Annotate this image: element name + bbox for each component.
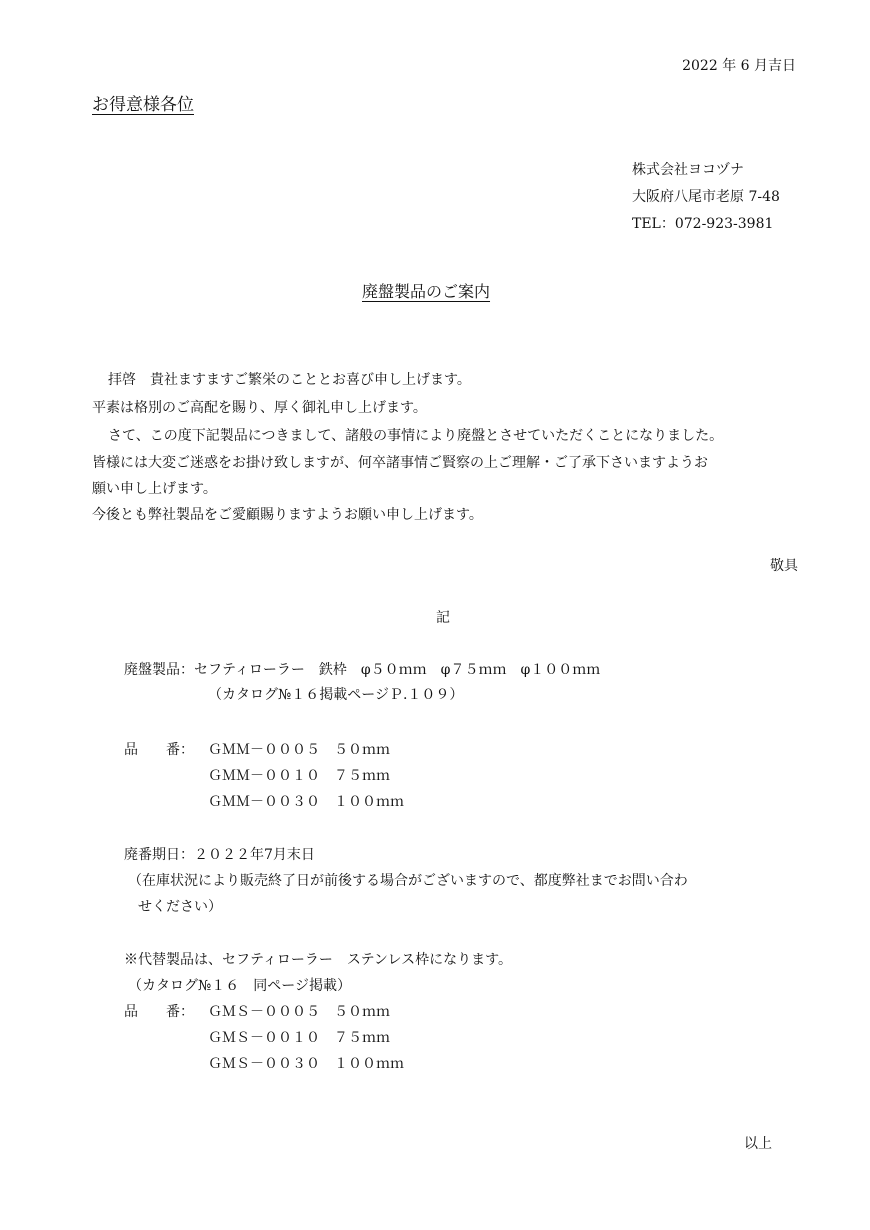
body-line: さて、この度下記製品につきまして、諸般の事情により廃盤とさせていただくことになりました。 — [108, 428, 724, 444]
end-date-note: せください） — [138, 899, 222, 915]
sender-address: 大阪府八尾市老原 7-48 — [632, 189, 780, 205]
end-date: 廃番期日：２０２２年7月末日 — [124, 847, 315, 863]
ki-heading: 記 — [436, 610, 450, 626]
body-line: 拝啓 貴社ますますご繁栄のこととお喜び申し上げます。 — [108, 372, 471, 388]
closing-keigu: 敬具 — [770, 558, 798, 574]
replacement-heading: ※代替製品は、セフティローラー ステンレス枠になります。 — [124, 952, 513, 968]
end-date-note: （在庫状況により販売終了日が前後する場合がございますので、都度弊社までお問い合わ — [128, 873, 688, 889]
replacement-catalog: （カタログ№１６ 同ページ掲載） — [128, 978, 351, 994]
sender-tel: TEL：072-923-3981 — [632, 216, 774, 232]
document-title: 廃盤製品のご案内 — [362, 282, 491, 301]
body-line: 今後とも弊社製品をご愛顧賜りますようお願い申し上げます。 — [92, 507, 483, 523]
sender-company: 株式会社ヨコヅナ — [632, 162, 744, 178]
part-number: ＧＭＭ－０００５ ５０ｍｍ — [208, 742, 390, 758]
part-number-label: 品 番： — [124, 742, 194, 758]
part-number: ＧＭＭ－００３０ １００ｍｍ — [208, 794, 404, 810]
body-line: 願い申し上げます。 — [92, 481, 217, 497]
body-line: 皆様には大変ご迷惑をお掛け致しますが、何卒諸事情ご賢察の上ご理解・ご了承下さいますようお — [92, 455, 708, 471]
body-line: 平素は格別のご高配を賜り、厚く御礼申し上げます。 — [92, 400, 427, 416]
part-number-label: 品 番： — [124, 1004, 194, 1020]
discontinued-catalog: （カタログ№１６掲載ページＰ.１０９） — [208, 687, 464, 703]
part-number: ＧＭＭ－００１０ ７５ｍｍ — [208, 768, 390, 784]
discontinued-product: 廃盤製品：セフティローラー 鉄枠 φ５０ｍｍ φ７５ｍｍ φ１００ｍｍ — [124, 662, 601, 678]
letter-date: 2022 年 6 月吉日 — [682, 58, 796, 74]
part-number: ＧＭＳ－００３０ １００ｍｍ — [208, 1056, 404, 1072]
closing-ijou: 以上 — [744, 1136, 772, 1152]
addressee: お得意様各位 — [92, 95, 194, 115]
part-number: ＧＭＳ－０００５ ５０ｍｍ — [208, 1004, 390, 1020]
part-number: ＧＭＳ－００１０ ７５ｍｍ — [208, 1030, 390, 1046]
